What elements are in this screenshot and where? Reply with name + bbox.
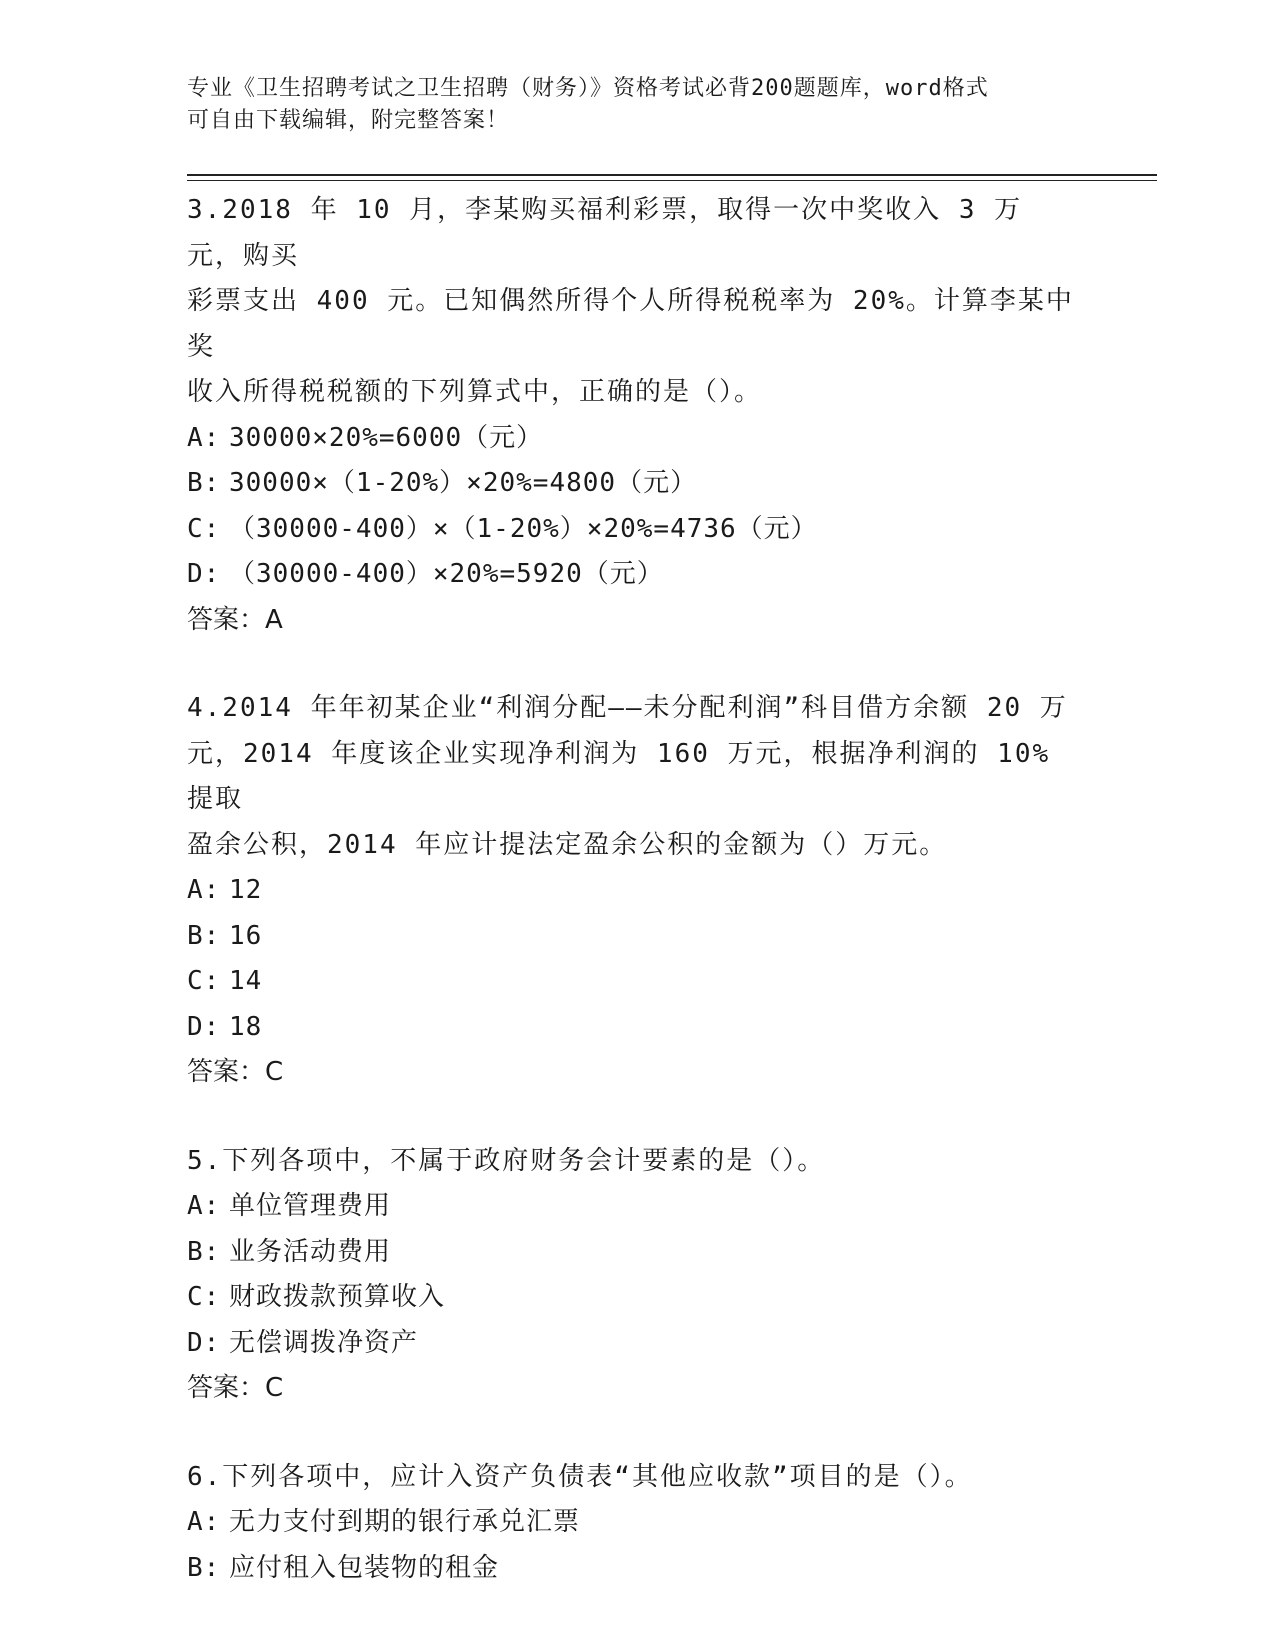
header-divider-thick <box>187 174 1157 176</box>
option-b <box>187 461 1077 507</box>
option-key: D: <box>187 1011 221 1042</box>
question-spacer <box>187 1096 1077 1139</box>
option-a <box>187 1184 1077 1230</box>
document-header <box>187 73 1067 137</box>
option-text: （30000-400）×（1-20%）×20%=4736（元） <box>229 513 818 544</box>
option-c <box>187 507 1077 553</box>
header-divider-thin <box>187 180 1157 181</box>
option-key: B: <box>187 1236 221 1267</box>
question-stem-line: 收入所得税税额的下列算式中，正确的是（）。 <box>187 377 763 407</box>
question-list <box>187 188 1077 1591</box>
option-text: 12 <box>229 875 263 905</box>
question-5 <box>187 1139 1077 1412</box>
option-key: B: <box>187 468 221 498</box>
option-text: 业务活动费用 <box>229 1236 392 1267</box>
option-c <box>187 959 1077 1005</box>
option-text: 财政拨款预算收入 <box>229 1282 446 1312</box>
option-d <box>187 1005 1077 1051</box>
answer-line: 答案：A <box>187 604 283 635</box>
option-key: A: <box>187 1507 221 1537</box>
question-3 <box>187 188 1077 643</box>
option-c <box>187 1275 1077 1321</box>
question-spacer <box>187 643 1077 686</box>
option-a <box>187 416 1077 462</box>
question-stem-line: 彩票支出 400 元。已知偶然所得个人所得税税率为 20%。计算李某中奖 <box>187 286 1074 362</box>
option-d <box>187 1321 1077 1367</box>
option-key: A: <box>187 875 221 905</box>
option-text: 16 <box>229 920 263 951</box>
question-stem-line: 3.2018 年 10 月，李某购买福利彩票，取得一次中奖收入 3 万元，购买 <box>187 195 1023 271</box>
answer-line: 答案：C <box>187 1057 284 1087</box>
option-key: B: <box>187 1552 221 1583</box>
option-text: 无力支付到期的银行承兑汇票 <box>229 1507 581 1537</box>
option-key: C: <box>187 513 221 544</box>
option-b <box>187 1230 1077 1276</box>
header-line-2: 可自由下载编辑，附完整答案！ <box>187 108 510 133</box>
question-stem-line: 6.下列各项中，应计入资产负债表“其他应收款”项目的是（）。 <box>187 1461 973 1492</box>
option-key: C: <box>187 1282 221 1312</box>
answer-line: 答案：C <box>187 1373 284 1403</box>
option-text: 30000×（1-20%）×20%=4800（元） <box>229 468 698 498</box>
option-text: （30000-400）×20%=5920（元） <box>229 559 664 589</box>
option-key: C: <box>187 966 221 996</box>
option-d <box>187 552 1077 598</box>
option-text: 应付租入包装物的租金 <box>229 1552 500 1583</box>
question-spacer <box>187 1412 1077 1455</box>
option-b <box>187 1546 1077 1592</box>
option-a <box>187 1500 1077 1546</box>
option-text: 无偿调拨净资产 <box>229 1327 419 1358</box>
option-text: 14 <box>229 966 263 996</box>
question-stem-line: 元，2014 年度该企业实现净利润为 160 万元，根据净利润的 10%提取 <box>187 738 1051 814</box>
question-stem-line: 盈余公积，2014 年应计提法定盈余公积的金额为（）万元。 <box>187 829 948 860</box>
option-key: A: <box>187 422 221 453</box>
question-stem-line: 4.2014 年年初某企业“利润分配——未分配利润”科目借方余额 20 万 <box>187 693 1068 723</box>
option-key: D: <box>187 1327 221 1358</box>
option-key: D: <box>187 559 221 589</box>
question-stem-line: 5.下列各项中，不属于政府财务会计要素的是（）。 <box>187 1145 826 1176</box>
option-a <box>187 868 1077 914</box>
option-text: 30000×20%=6000（元） <box>229 422 544 453</box>
question-4 <box>187 686 1077 1096</box>
option-b <box>187 914 1077 960</box>
option-key: A: <box>187 1191 221 1221</box>
option-text: 单位管理费用 <box>229 1191 392 1221</box>
question-6 <box>187 1455 1077 1592</box>
option-key: B: <box>187 920 221 951</box>
option-text: 18 <box>229 1011 263 1042</box>
header-line-1: 专业《卫生招聘考试之卫生招聘（财务）》资格考试必背200题题库，word格式 <box>187 76 989 101</box>
